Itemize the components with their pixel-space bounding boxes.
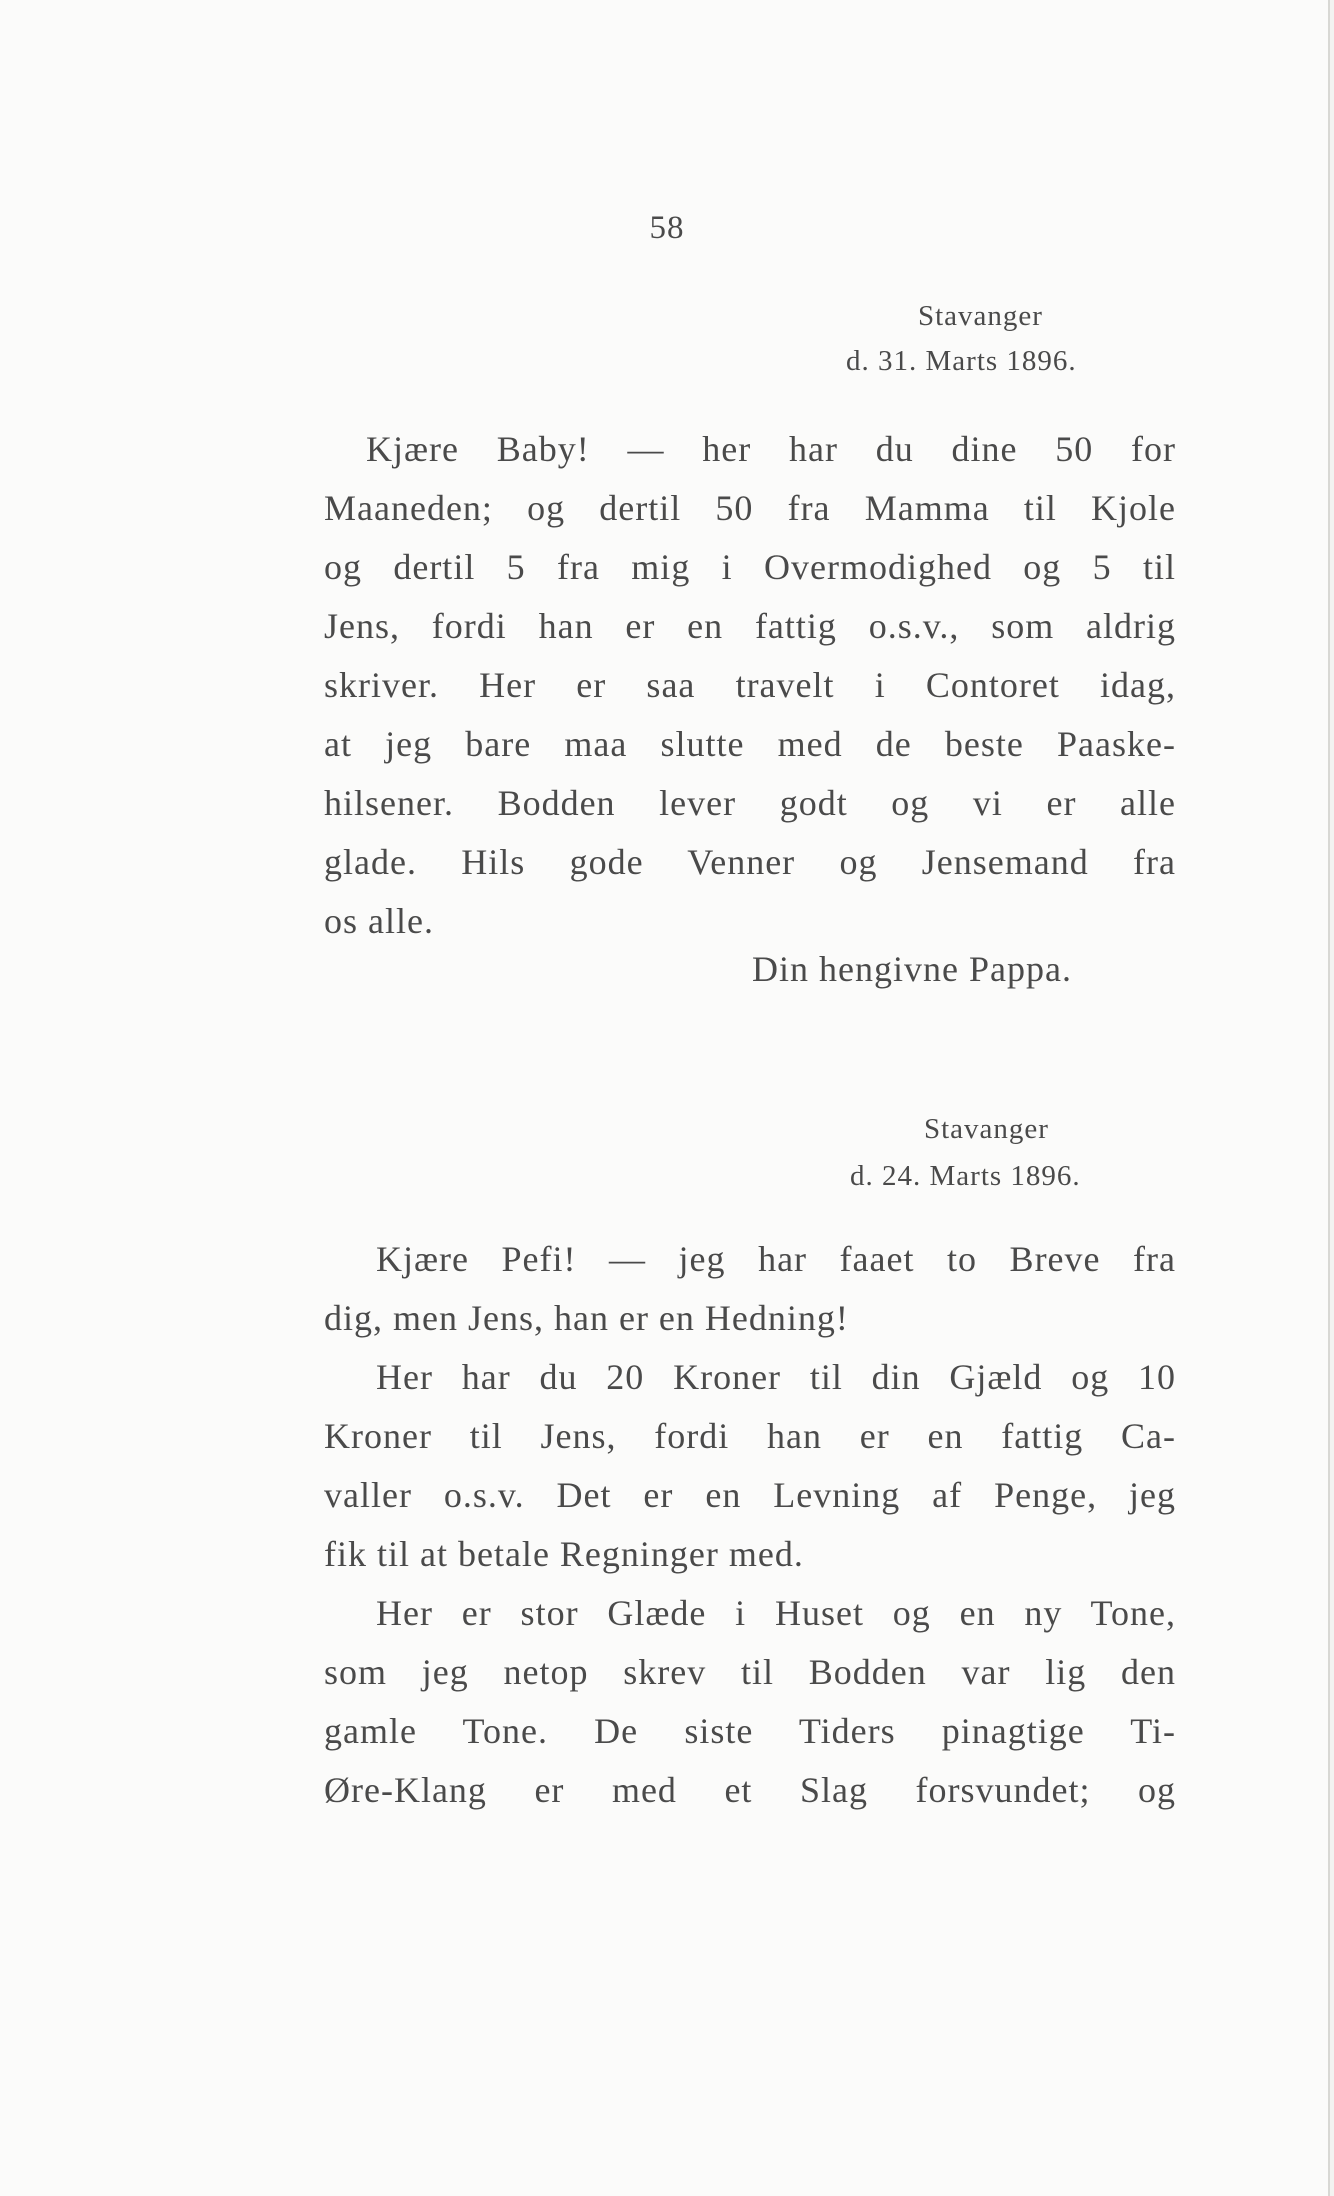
letter-1-line-4: Jens, fordi han er en fattig o.s.v., som aldrig bbox=[324, 606, 1176, 646]
letter-2-line-3: Her har du 20 Kroner til din Gjæld og 10 bbox=[376, 1357, 1176, 1397]
letter-2-line-1: Kjære Pefi! — jeg har faaet to Breve fra bbox=[376, 1239, 1176, 1279]
letter-1-line-2: Maaneden; og dertil 50 fra Mamma til Kjole bbox=[324, 488, 1176, 528]
letter-1-body bbox=[324, 420, 1176, 951]
letter-1-line-7: hilsener. Bodden lever godt og vi er alle bbox=[324, 783, 1176, 823]
letter-1-line-6: at jeg bare maa slutte med de beste Paaske- bbox=[324, 724, 1176, 764]
letter-1-signature: Din hengivne Pappa. bbox=[752, 949, 1072, 989]
letter-1-line-3: og dertil 5 fra mig i Overmodighed og 5 til bbox=[324, 547, 1176, 587]
letter-2-place: Stavanger bbox=[924, 1113, 1049, 1145]
letter-2-line-6: fik til at betale Regninger med. bbox=[324, 1534, 804, 1574]
letter-2-line-2: dig, men Jens, han er en Hedning! bbox=[324, 1298, 849, 1338]
letter-1-line-9: os alle. bbox=[324, 901, 434, 941]
letter-1-place: Stavanger bbox=[918, 300, 1043, 332]
letter-1-line-1: Kjære Baby! — her har du dine 50 for bbox=[366, 429, 1176, 469]
letter-2-date: d. 24. Marts 1896. bbox=[850, 1160, 1081, 1192]
letter-1-line-8: glade. Hils gode Venner og Jensemand fra bbox=[324, 842, 1176, 882]
letter-2-line-10: Øre-Klang er med et Slag forsvundet; og bbox=[324, 1770, 1176, 1810]
letter-2-line-7: Her er stor Glæde i Huset og en ny Tone, bbox=[376, 1593, 1176, 1633]
page-number: 58 bbox=[649, 210, 685, 246]
letter-2-line-4: Kroner til Jens, fordi han er en fattig Ca- bbox=[324, 1416, 1176, 1456]
letter-2-body bbox=[324, 1230, 1176, 1820]
letter-1-line-5: skriver. Her er saa travelt i Contoret idag, bbox=[324, 665, 1176, 705]
letter-2-line-5: valler o.s.v. Det er en Levning af Penge, jeg bbox=[324, 1475, 1176, 1515]
letter-2-line-8: som jeg netop skrev til Bodden var lig den bbox=[324, 1652, 1176, 1692]
letter-1-date: d. 31. Marts 1896. bbox=[846, 345, 1077, 377]
letter-2-line-9: gamle Tone. De siste Tiders pinagtige Ti- bbox=[324, 1711, 1176, 1751]
